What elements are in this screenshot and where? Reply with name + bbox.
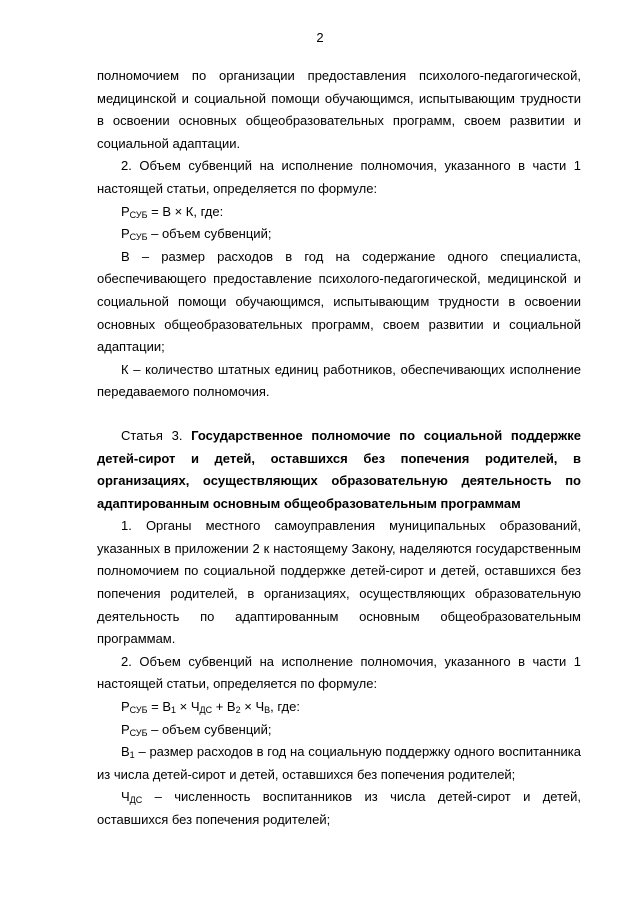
article-title: Государственное полномочие по социальной поддержке детей-сирот и детей, оставшихся без попечения родителей, в организациях, осуществляющих образовательную деятельность по адаптированным основным общеобразовательным программам	[97, 427, 581, 511]
paragraph-subvention-volume: 2. Объем субвенций на исполнение полномочия, указанного в части 1 настоящей статьи, определяется по формуле:	[97, 158, 581, 196]
formula-symbol-p: Р	[121, 226, 130, 242]
formula-subscript: 2	[235, 705, 241, 716]
formula-text: = В × К, где:	[147, 203, 224, 219]
section-gap	[97, 404, 581, 425]
formula-text: + В	[212, 699, 236, 715]
formula-text: – объем субвенций;	[147, 226, 272, 242]
formula-text: – численность воспитанников из числа детей-сирот и детей, оставшихся без попечения родителей;	[97, 789, 581, 827]
formula-subscript: 1	[129, 750, 135, 761]
formula-definition-b: В – размер расходов в год на содержание одного специалиста, обеспечивающего предоставление психолого-педагогической, медицинской и социальной помощи обучающимся, испытывающим трудности в освоении основных общеобразовательных программ, своем развитии и социальной адаптации;	[97, 248, 581, 355]
formula-symbol-b: В	[121, 744, 130, 760]
formula-subscript: 1	[171, 705, 177, 716]
document-body	[97, 65, 581, 832]
formula-symbol-p: Р	[121, 721, 130, 737]
formula-symbol-p: Р	[121, 699, 130, 715]
formula-text: – объем субвенций;	[147, 721, 272, 737]
formula-definition-p	[97, 223, 581, 246]
formula-symbol-p: Р	[121, 203, 130, 219]
formula-main	[97, 201, 581, 224]
formula-subscript: В	[264, 705, 271, 716]
formula-subscript: ДС	[199, 705, 213, 716]
formula-symbol-ch: Ч	[121, 789, 130, 805]
formula-definition-k: К – количество штатных единиц работников, обеспечивающих исполнение передаваемого полномочия.	[97, 361, 581, 400]
formula-subscript: СУБ	[129, 209, 148, 220]
page-number: 2	[316, 30, 324, 45]
formula-main-2	[97, 696, 581, 719]
formula-subscript: СУБ	[129, 705, 148, 716]
paragraph-subvention-volume-2: 2. Объем субвенций на исполнение полномочия, указанного в части 1 настоящей статьи, определяется по формуле:	[97, 653, 581, 692]
formula-text: , где:	[270, 699, 300, 715]
formula-subscript: СУБ	[129, 232, 148, 243]
formula-definition-chds	[97, 786, 581, 831]
formula-text: × Ч	[240, 699, 265, 715]
paragraph-continuation: полномочием по организации предоставления психолого-педагогической, медицинской и социальной помощи обучающимся, испытывающим трудности в освоении основных общеобразовательных программ, своем развитии и социальной адаптации.	[97, 68, 581, 151]
formula-subscript: СУБ	[129, 727, 148, 738]
paragraph-authority: 1. Органы местного самоуправления муниципальных образований, указанных в приложении 2 к настоящему Закону, наделяются государственным полномочием по социальной поддержке детей-сирот и детей, оставшихся без попечения родителей, в организациях, осуществляющих образовательную деятельность по адаптированным основным общеобразовательным программам.	[97, 518, 581, 647]
formula-definition-p-2	[97, 719, 581, 742]
article-heading	[97, 425, 581, 515]
formula-text: – размер расходов в год на социальную поддержку одного воспитанника из числа детей-сирот и детей, оставшихся без попечения родителей;	[97, 744, 581, 782]
formula-definition-b1	[97, 741, 581, 786]
formula-subscript: ДС	[129, 795, 143, 806]
article-number: Статья 3.	[121, 427, 192, 443]
formula-text: × Ч	[176, 699, 200, 715]
formula-text: = В	[147, 699, 171, 715]
